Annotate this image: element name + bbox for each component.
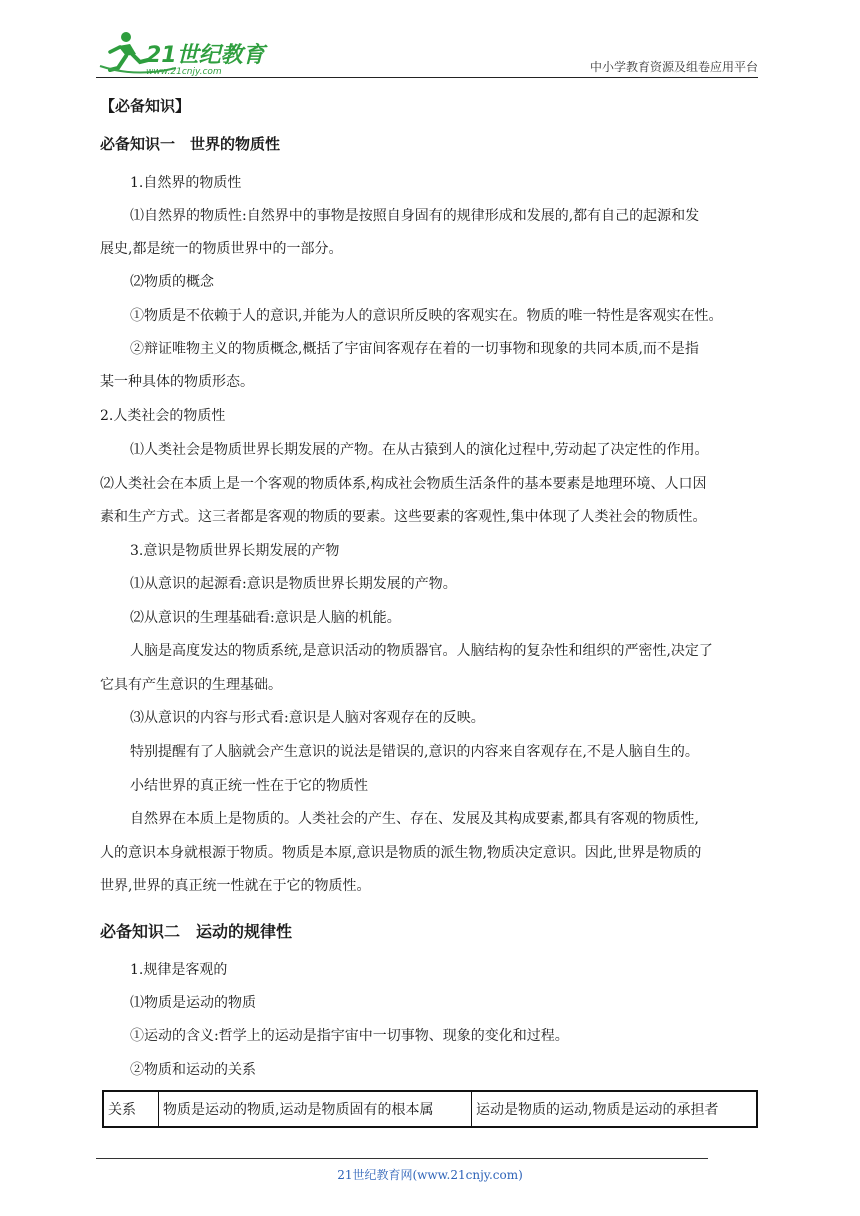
relation-table (102, 1090, 758, 1128)
svg-text:21世纪教育: 21世纪教育 (146, 43, 265, 68)
paragraph: 2.人类社会的物质性 (100, 408, 226, 424)
section-title: 【必备知识】 (100, 97, 191, 115)
paragraph: 某一种具体的物质形态。 (100, 374, 254, 390)
svg-text:www.21cnjy.com: www.21cnjy.com (146, 67, 222, 77)
header-divider (96, 77, 758, 78)
paragraph: 自然界在本质上是物质的。人类社会的产生、存在、发展及其构成要素,都具有客观的物质性, (130, 811, 699, 827)
paragraph: 素和生产方式。这三者都是客观的物质的要素。这些要素的客观性,集中体现了人类社会的物质性。 (100, 509, 707, 525)
paragraph: ⑵从意识的生理基础看:意识是人脑的机能。 (130, 610, 401, 626)
paragraph: 展史,都是统一的物质世界中的一部分。 (100, 241, 343, 257)
table-cell: 物质是运动的物质,运动是物质固有的根本属 (159, 1091, 472, 1127)
table-cell: 运动是物质的运动,物质是运动的承担者 (472, 1091, 758, 1127)
paragraph: ⑴人类社会是物质世界长期发展的产物。在从古猿到人的演化过程中,劳动起了决定性的作用。 (130, 442, 709, 458)
paragraph: ⑶从意识的内容与形式看:意识是人脑对客观存在的反映。 (130, 710, 485, 726)
paragraph: 3.意识是物质世界长期发展的产物 (130, 543, 340, 559)
paragraph: 人的意识本身就根源于物质。物质是本原,意识是物质的派生物,物质决定意识。因此,世界是物质的 (100, 845, 702, 861)
platform-name: 中小学教育资源及组卷应用平台 (589, 60, 758, 74)
logo (96, 28, 276, 80)
paragraph: ②物质和运动的关系 (130, 1062, 256, 1078)
footer-text: 21世纪教育网(www.21cnjy.com) (337, 1168, 523, 1182)
page-header (96, 28, 758, 80)
paragraph: ⑵人类社会在本质上是一个客观的物质体系,构成社会物质生活条件的基本要素是地理环境、人口因 (100, 476, 707, 492)
paragraph: 特别提醒有了人脑就会产生意识的说法是错误的,意识的内容来自客观存在,不是人脑自生的。 (130, 744, 699, 760)
section-heading-2: 必备知识二 运动的规律性 (100, 922, 293, 941)
table-row (103, 1091, 757, 1127)
paragraph: 世界,世界的真正统一性就在于它的物质性。 (100, 878, 371, 894)
paragraph: ②辩证唯物主义的物质概念,概括了宇宙间客观存在着的一切事物和现象的共同本质,而不是指 (130, 341, 699, 357)
paragraph: 1.自然界的物质性 (130, 175, 242, 191)
paragraph: ⑴自然界的物质性:自然界中的事物是按照自身固有的规律形成和发展的,都有自己的起源和发 (130, 208, 700, 224)
paragraph: 小结世界的真正统一性在于它的物质性 (130, 778, 368, 794)
paragraph: ⑴物质是运动的物质 (130, 995, 256, 1011)
paragraph: ⑵物质的概念 (130, 274, 214, 290)
footer-divider (96, 1158, 708, 1159)
section-heading-1: 必备知识一 世界的物质性 (100, 135, 281, 153)
paragraph: 人脑是高度发达的物质系统,是意识活动的物质器官。人脑结构的复杂性和组织的严密性,决定了 (130, 643, 713, 659)
paragraph: 1.规律是客观的 (130, 962, 228, 978)
paragraph: ⑴从意识的起源看:意识是物质世界长期发展的产物。 (130, 576, 457, 592)
runner-logo-icon (96, 28, 276, 80)
paragraph: 它具有产生意识的生理基础。 (100, 677, 282, 693)
table-cell: 关系 (103, 1091, 159, 1127)
paragraph: ①运动的含义:哲学上的运动是指宇宙中一切事物、现象的变化和过程。 (130, 1028, 569, 1044)
paragraph: ①物质是不依赖于人的意识,并能为人的意识所反映的客观实在。物质的唯一特性是客观实在性。 (130, 308, 723, 324)
